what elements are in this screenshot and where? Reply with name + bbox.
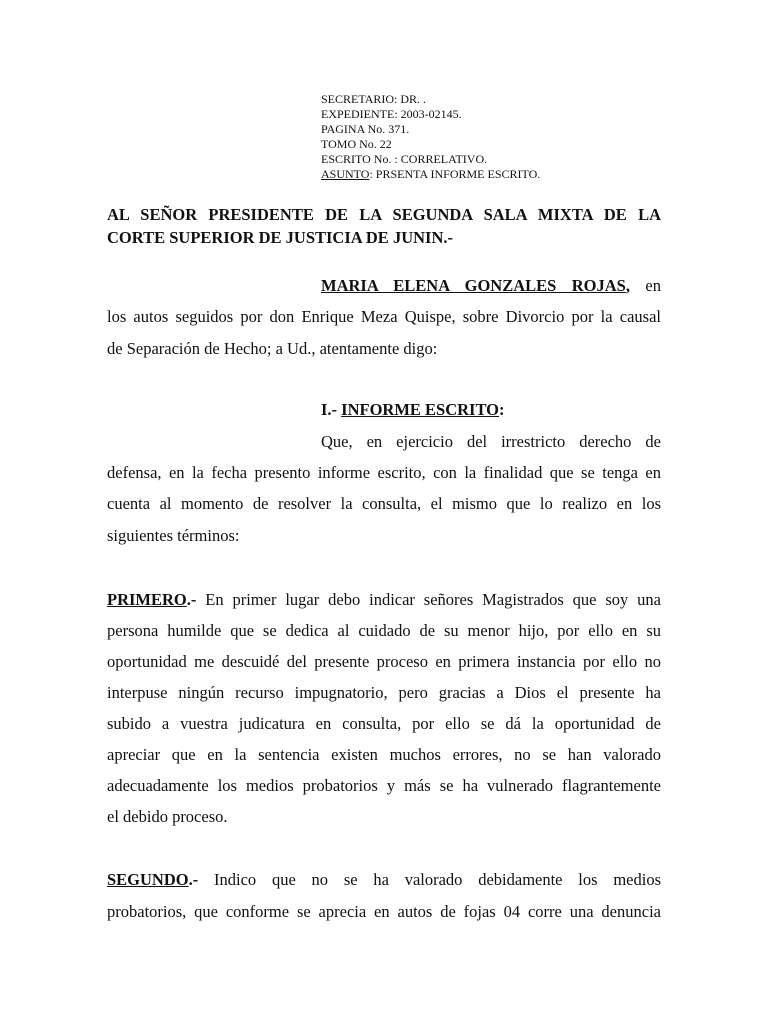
primero-line-3: oportunidad me descuidé del presente proceso en primera instancia por ello no bbox=[107, 652, 661, 671]
tomo-line: TOMO No. 22 bbox=[321, 137, 392, 151]
intro-line-1 bbox=[321, 276, 661, 296]
section-1-heading bbox=[321, 400, 661, 420]
primero-line-6: apreciar que en la sentencia existen muchos errores, no se han valorado bbox=[107, 745, 661, 764]
intro-line-3: de Separación de Hecho; a Ud., atentamente digo: bbox=[107, 339, 438, 358]
primero-label: PRIMERO bbox=[107, 590, 187, 609]
case-header bbox=[321, 92, 681, 182]
segundo-line-2: probatorios, que conforme se aprecia en autos de fojas 04 corre una denuncia bbox=[107, 902, 661, 921]
pagina-line: PAGINA No. 371. bbox=[321, 122, 410, 136]
asunto-label: ASUNTO bbox=[321, 167, 370, 181]
primero-line-2: persona humilde que se dedica al cuidado de su menor hijo, por ello en su bbox=[107, 621, 661, 640]
segundo-line-1 bbox=[107, 870, 661, 890]
primero-line-7: adecuadamente los medios probatorios y más se ha vulnerado flagrantemente bbox=[107, 776, 661, 795]
primero-line-5: subido a vuestra judicatura en consulta, por ello se dá la oportunidad de bbox=[107, 714, 661, 733]
petitioner-name-comma: , bbox=[625, 276, 630, 295]
petitioner-name: MARIA ELENA GONZALES ROJAS bbox=[321, 276, 626, 295]
intro-line-2: los autos seguidos por don Enrique Meza Quispe, sobre Divorcio por la causal bbox=[107, 307, 661, 326]
secretario-line: SECRETARIO: DR. . bbox=[321, 92, 427, 106]
addressee-line-2: CORTE SUPERIOR DE JUSTICIA DE JUNIN.- bbox=[107, 228, 453, 247]
asunto-text: : PRSENTA INFORME ESCRITO. bbox=[369, 167, 541, 181]
intro-en: en bbox=[645, 276, 661, 295]
section-1-line-3: cuenta al momento de resolver la consulta, el mismo que lo realizo en los bbox=[107, 494, 661, 513]
segundo-sep: .- bbox=[188, 870, 199, 889]
primero-line-4: interpuse ningún recurso impugnatorio, pero gracias a Dios el presente ha bbox=[107, 683, 661, 702]
addressee-heading bbox=[107, 203, 661, 249]
section-1-colon: : bbox=[499, 400, 505, 419]
section-1-line-2: defensa, en la fecha presento informe escrito, con la finalidad que se tenga en bbox=[107, 463, 661, 482]
section-1-title: INFORME ESCRITO bbox=[341, 400, 500, 419]
segundo-first-text: Indico que no se ha valorado debidamente los medios bbox=[198, 870, 661, 889]
escrito-line: ESCRITO No. : CORRELATIVO. bbox=[321, 152, 488, 166]
expediente-line: EXPEDIENTE: 2003-02145. bbox=[321, 107, 462, 121]
section-1-prefix: I.- bbox=[321, 400, 342, 419]
section-1-line-1: Que, en ejercicio del irrestricto derecho de bbox=[321, 432, 661, 451]
primero-line-8: el debido proceso. bbox=[107, 807, 228, 826]
addressee-line-1: AL SEÑOR PRESIDENTE DE LA SEGUNDA SALA MIXTA DE LA bbox=[107, 205, 661, 224]
section-1-line-4: siguientes términos: bbox=[107, 526, 240, 545]
primero-sep: .- bbox=[186, 590, 197, 609]
asunto-line bbox=[321, 167, 681, 182]
primero-line-1 bbox=[107, 590, 661, 610]
primero-first-text: En primer lugar debo indicar señores Magistrados que soy una bbox=[196, 590, 661, 609]
segundo-label: SEGUNDO bbox=[107, 870, 189, 889]
